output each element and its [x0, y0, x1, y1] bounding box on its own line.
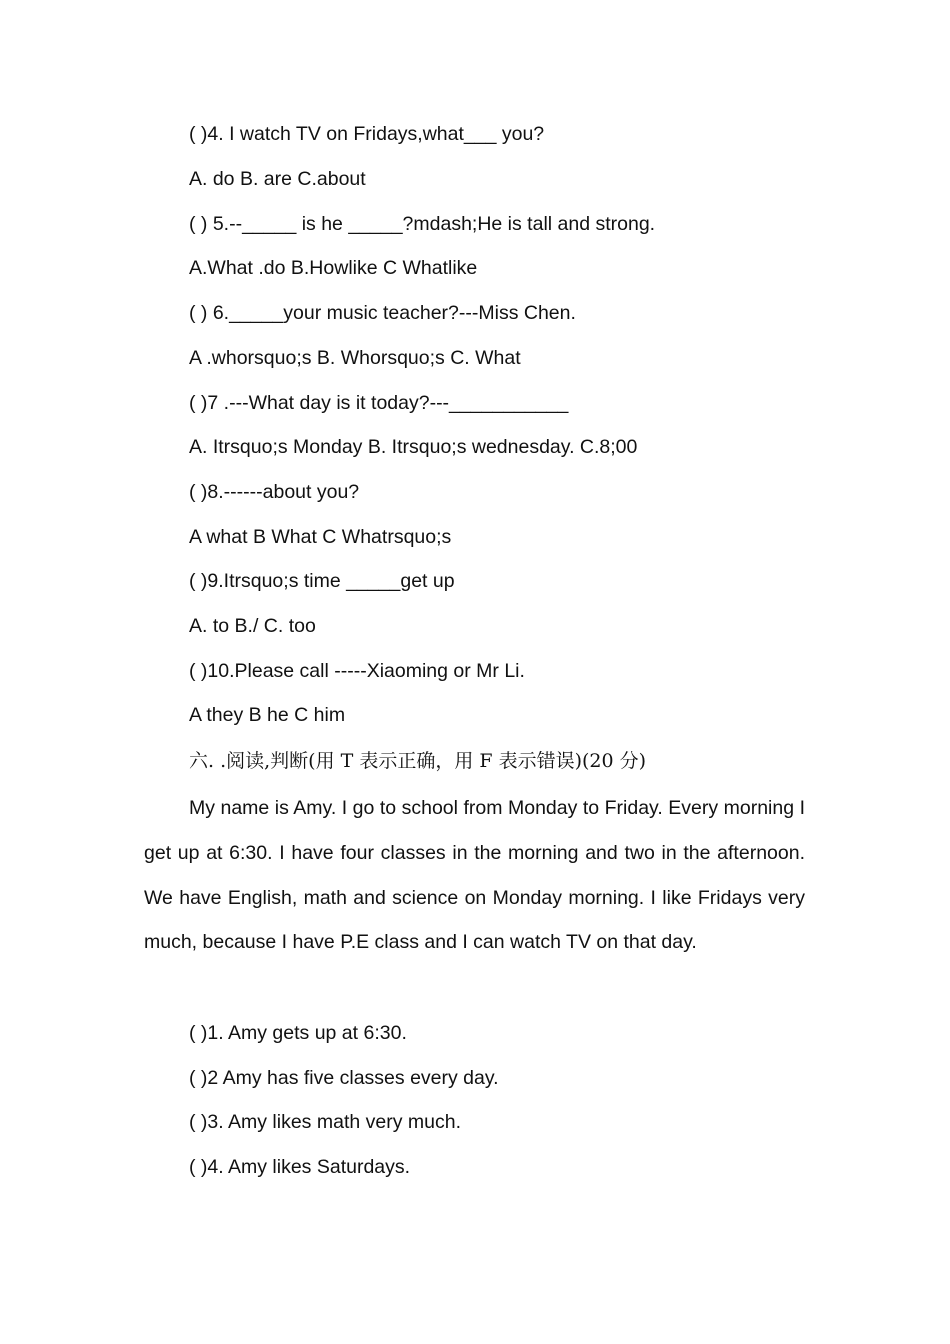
- question-9-options: A. to B./ C. too: [189, 615, 316, 637]
- question-4-options: A. do B. are C.about: [189, 168, 366, 190]
- question-7-options: A. Itrsquo;s Monday B. Itrsquo;s wednesday. C.8;00: [189, 436, 638, 458]
- judge-item-3: ( )3. Amy likes math very much.: [189, 1111, 461, 1133]
- judge-item-4: ( )4. Amy likes Saturdays.: [189, 1156, 411, 1178]
- judge-item-1: ( )1. Amy gets up at 6:30.: [189, 1022, 407, 1044]
- question-7-stem: ( )7 .---What day is it today?---___________: [189, 392, 569, 414]
- question-5-options: A.What .do B.Howlike C Whatlike: [189, 257, 478, 279]
- reading-passage: My name is Amy. I go to school from Monday to Friday. Every morning I get up at 6:30. I have four classes in the morning and two in the afternoon. We have English, math and science on Monday morning. I like Fridays very much, because I have P.E class and I can watch TV on that day.: [144, 797, 805, 954]
- question-6-options: A .whorsquo;s B. Whorsquo;s C. What: [189, 347, 521, 369]
- question-10-stem: ( )10.Please call -----Xiaoming or Mr Li.: [189, 660, 525, 682]
- question-10-options: A they B he C him: [189, 704, 346, 726]
- judge-item-2: ( )2 Amy has five classes every day.: [189, 1067, 499, 1089]
- section-heading: 六. .阅读,判断(用 T 表示正确，用 F 表示错误)(20 分): [189, 750, 647, 772]
- question-8-stem: ( )8.------about you?: [189, 481, 360, 503]
- question-6-stem: ( ) 6._____your music teacher?---Miss Chen.: [189, 302, 576, 324]
- question-8-options: A what B What C Whatrsquo;s: [189, 526, 452, 548]
- question-5-stem: ( ) 5.--_____ is he _____?mdash;He is tall and strong.: [189, 213, 656, 235]
- question-9-stem: ( )9.Itrsquo;s time _____get up: [189, 570, 455, 592]
- question-4-stem: ( )4. I watch TV on Fridays,what___ you?: [189, 123, 545, 145]
